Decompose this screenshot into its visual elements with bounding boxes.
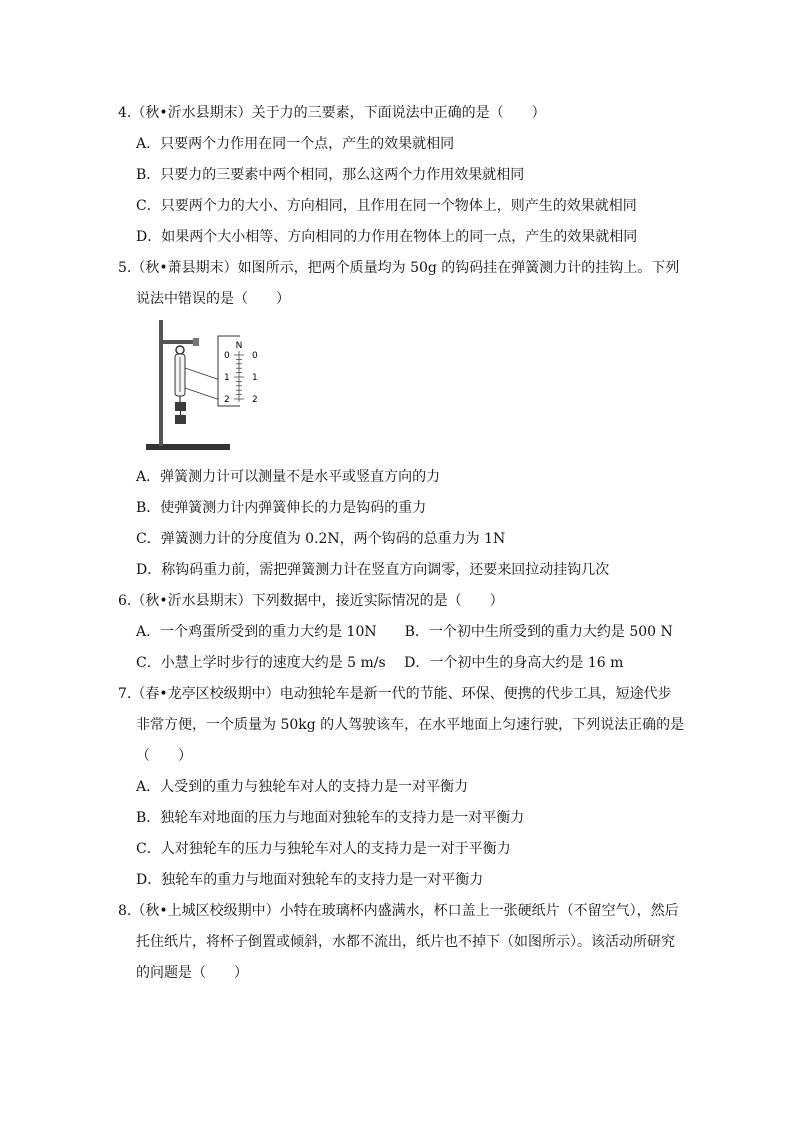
question-4-option-b: B．只要力的三要素中两个相同，那么这两个力作用效果就相同 — [136, 167, 525, 183]
question-7-stem-line-3: （ ） — [136, 748, 192, 764]
stand-arm — [161, 340, 193, 344]
hook-ring — [176, 346, 184, 354]
clamp-knob — [193, 338, 199, 346]
weight-lower — [175, 415, 186, 424]
question-5-option-d: D．称钩码重力前，需把弹簧测力计在竖直方向调零，还要来回拉动挂钩几次 — [136, 562, 610, 578]
question-8-stem-line-1: 8.（秋•上城区校级期中）小特在玻璃杯内盛满水，杯口盖上一张硬纸片（不留空气），然后 — [118, 903, 679, 919]
question-7-option-c: C．人对独轮车的压力与独轮车对人的支持力是一对于平衡力 — [136, 841, 511, 857]
scale-left-2: 2 — [224, 395, 230, 405]
callout-line-bottom — [185, 388, 220, 400]
scale-right-2: 2 — [252, 395, 258, 405]
question-7-stem-line-2: 非常方便，一个质量为 50kg 的人驾驶该车，在水平地面上匀速行驶，下列说法正确的是 — [136, 717, 685, 733]
scale-right-0: 0 — [252, 351, 258, 361]
scale-ticks — [234, 351, 244, 402]
question-4-stem: 4.（秋•沂水县期末）关于力的三要素，下面说法中正确的是（ ） — [118, 105, 546, 121]
question-7-option-b: B．独轮车对地面的压力与地面对独轮车的支持力是一对平衡力 — [136, 810, 525, 826]
question-4-option-a: A．只要两个力作用在同一个点，产生的效果就相同 — [136, 136, 455, 152]
question-6-options-row-2: C．小慧上学时步行的速度大约是 5 m/s D．一个初中生的身高大约是 16 m — [136, 655, 624, 671]
question-6-options-row-1: A．一个鸡蛋所受到的重力大约是 10N B．一个初中生所受到的重力大约是 500 N — [136, 624, 673, 640]
question-4-option-c: C．只要两个力的大小、方向相同，且作用在同一个物体上，则产生的效果就相同 — [136, 198, 637, 214]
question-7-option-a: A．人受到的重力与独轮车对人的支持力是一对平衡力 — [136, 779, 469, 795]
magnified-scale — [218, 336, 264, 408]
question-5-stem-line-2: 说法中错误的是（ ） — [136, 291, 290, 307]
question-7-stem-line-1: 7.（春•龙亭区校级期中）电动独轮车是新一代的节能、环保、便携的代步工具，短途代步 — [118, 686, 672, 702]
question-5-stem-line-1: 5.（秋•萧县期末）如图所示，把两个质量均为 50g 的钩码挂在弹簧测力计的挂钩上。下列 — [118, 260, 680, 276]
stand-pole — [159, 320, 163, 446]
question-7-option-d: D．独轮车的重力与地面对独轮车的支持力是一对平衡力 — [136, 872, 484, 888]
question-5-option-a: A．弹簧测力计可以测量不是水平或竖直方向的力 — [136, 469, 441, 485]
question-8-stem-line-2: 托住纸片，将杯子倒置或倾斜，水都不流出，纸片也不掉下（如图所示）。该活动所研究 — [136, 934, 675, 950]
question-6-stem: 6.（秋•沂水县期末）下列数据中，接近实际情况的是（ ） — [118, 593, 504, 609]
scale-left-1: 1 — [224, 373, 230, 383]
scale-right-1: 1 — [252, 373, 258, 383]
weight-upper — [175, 402, 186, 411]
question-5-option-c: C．弹簧测力计的分度值为 0.2N，两个钩码的总重力为 1N — [136, 531, 506, 547]
scale-unit-label: N — [235, 341, 243, 351]
question-5-option-b: B．使弹簧测力计内弹簧伸长的力是钩码的重力 — [136, 500, 427, 516]
scale-left-0: 0 — [224, 351, 230, 361]
question-4-option-d: D．如果两个大小相等、方向相同的力作用在物体上的同一点，产生的效果就相同 — [136, 229, 638, 245]
callout-line-top — [185, 368, 220, 380]
stand-base — [146, 444, 230, 450]
question-8-stem-line-3: 的问题是（ ） — [136, 965, 248, 981]
